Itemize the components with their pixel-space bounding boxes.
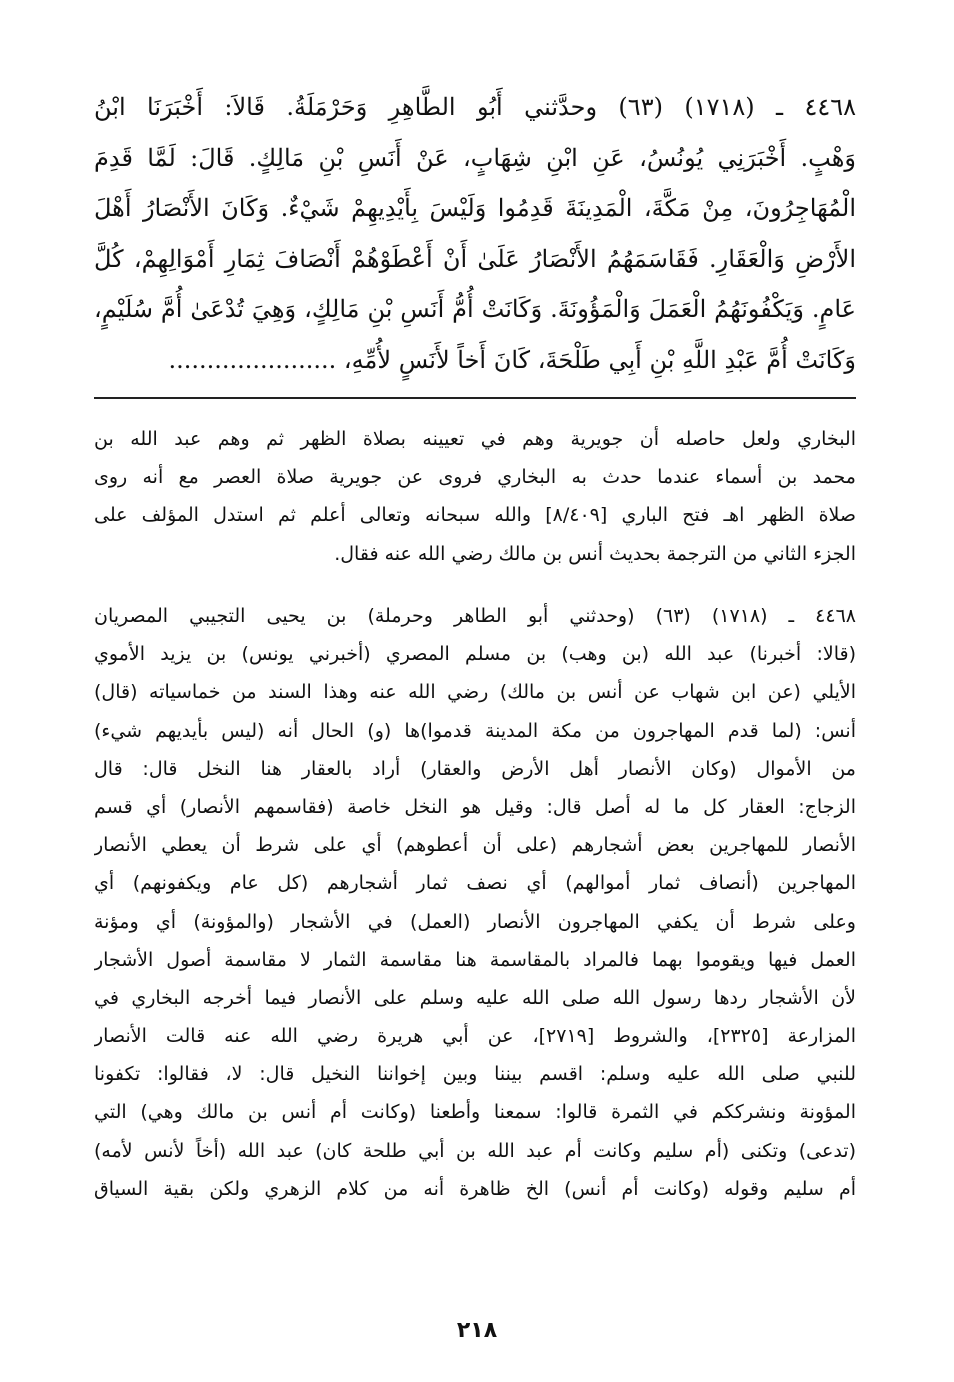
commentary-line: (قالا: أخبرنا) عبد الله (بن وهب) بن مسلم المصري (أخبرني يونس) بن يزيد الأموي [94, 643, 856, 666]
commentary-line: لأن الأشجار ردها رسول الله صلى الله عليه وسلم على الأنصار فيما أخرجه البخاري في [94, 986, 856, 1009]
commentary-line: وعلى شرط أن يكفي المهاجرون الأنصار (العمل) في الأشجار (والمؤونة) أي ومؤنة [94, 910, 856, 933]
commentary-line: البخاري ولعل حاصله أن جويرية وهم في تعيينه بصلاة الظهر ثم وهم عبد الله بن [94, 428, 856, 450]
hadith-text-block [94, 82, 856, 385]
separator-rule [94, 397, 856, 399]
hadith-line: عَامٍ. وَيَكْفُونَهُمُ الْعَمَلَ وَالْمَؤُونَةَ. وَكَانَتْ أُمُّ أَنَسِ بْنِ مَالِكٍ، وَهِيَ تُدْعَىٰ أُمَّ سُلَيْمٍ، [94, 295, 856, 323]
commentary-line: الزجاج: العقار كل ما له أصل قال: وقيل هو النخل خاصة (فقاسمهم الأنصار) أي قسم [94, 795, 856, 818]
hadith-line: ٤٤٦٨ ـ (١٧١٨) (٦٣) وحدَّثني أَبُو الطَّاهِرِ وَحَرْمَلَةُ. قَالاَ: أَخْبَرَنَا ابْنُ [94, 93, 856, 121]
commentary-line: من الأموال (وكان الأنصار أهل الأرض والعقار) أراد بالعقار هنا النخل قال: قال [94, 757, 856, 780]
commentary-line: الأنصار للمهاجرين بعض أشجارهم (على أن أعطوهم) أي على شرط أن يعطي الأنصار [94, 834, 856, 857]
commentary-line: (تدعى) وتكنى (أم سليم وكانت أم عبد الله بن أبي طلحة كان) عبد الله (أخاً لأنس لأمه) [94, 1139, 856, 1162]
commentary-line: الأيلي (عن ابن شهاب عن أنس بن مالك) رضي الله عنه وهذا السند من خماسياته (قال) [94, 681, 856, 704]
commentary-line: للنبي صلى الله عليه وسلم: اقسم بيننا وبين إخواننا النخيل قال: لا، فقالوا: تكفونا [94, 1063, 856, 1086]
commentary-line: المؤونة ونشرككم في الثمرة قالوا: سمعنا وأطعنا (وكانت أم أنس بن مالك وهي) التي [94, 1101, 856, 1124]
commentary-line: الجزء الثاني من الترجمة بحديث أنس بن مالك رضي الله عنه فقال. [334, 542, 856, 565]
commentary-line: صلاة الظهر اهـ فتح الباري [٨/٤٠٩] والله سبحانه وتعالى أعلم ثم استدل المؤلف على [94, 504, 856, 527]
hadith-line: وَكَانَتْ أُمَّ عَبْدِ اللَّهِ بْنِ أَبِي طَلْحَةَ، كَانَ أَخاً لأَنَسٍ لأُمِّهِ، ...................... [168, 345, 856, 374]
commentary-line: أم سليم وقوله (وكانت أم أنس) الخ ظاهرة أنه من كلام الزهري ولكن بقية السياق [94, 1177, 856, 1200]
hadith-line: وَهْبٍ. أَخْبَرَنِي يُونُسُ، عَنِ ابْنِ شِهَابٍ، عَنْ أَنَسِ بْنِ مَالِكٍ. قَالَ: لَمَّا قَدِمَ [94, 143, 856, 172]
commentary-line: المزارعة [٢٣٢٥]، والشروط [٢٧١٩]، عن أبي هريرة رضي الله عنه قالت الأنصار [94, 1025, 856, 1048]
commentary-line: العمل فيها ويقوموا بهما فالمراد بالمقاسمة هنا مقاسمة الثمار لا مقاسمة أصول الأشجار [94, 948, 856, 971]
commentary-line: محمد بن أسماء عندما حدث به البخاري فروى عن جويرية صلاة العصر مع أنه روى [94, 466, 856, 489]
commentary-main-block [94, 597, 856, 1208]
commentary-line: أنس: (لما قدم المهاجرون من مكة المدينة قدموا)ها (و) الحال أنه (ليس بأيديهم شيء) [94, 719, 856, 742]
commentary-continued-block [94, 420, 856, 573]
page-number: ٢١٨ [456, 1318, 498, 1343]
hadith-line: الأَرْضِ وَالْعَقَارِ. فَقَاسَمَهُمُ الأَنْصَارُ عَلَىٰ أَنْ أَعْطَوْهُمْ أَنْصَافَ ثِمَارِ أَمْوَالِهِمْ، كُلَّ [94, 244, 856, 273]
hadith-line: الْمُهَاجِرُونَ، مِنْ مَكَّةَ، الْمَدِينَةَ قَدِمُوا وَلَيْسَ بِأَيْدِيهِمْ شَيْءٌ. وَكَانَ الأَنْصَارُ أَهْلَ [94, 194, 856, 222]
commentary-line: المهاجرين (أنصاف ثمار أموالهم) أي نصف ثمار أشجارهم (كل عام ويكفونهم) أي [94, 872, 856, 895]
commentary-line: ٤٤٦٨ ـ (١٧١٨) (٦٣) (وحدثني أبو الطاهر وحرملة) بن يحيى التجيبي المصريان [94, 605, 856, 627]
